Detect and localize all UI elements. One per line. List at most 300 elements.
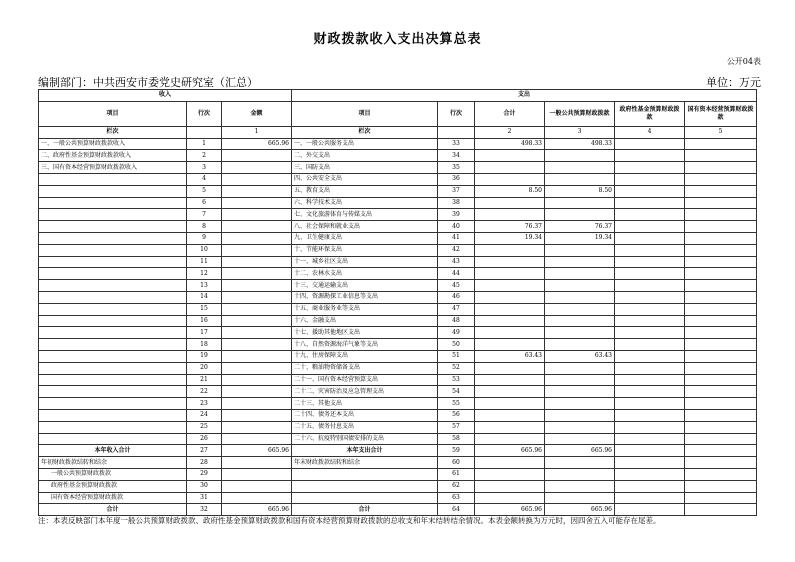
page-title: 财政拨款收入支出决算总表 — [313, 32, 482, 47]
expense-state-capital — [685, 468, 757, 480]
expense-item: 十五、商业服务业等支出 — [292, 303, 438, 315]
income-amount: 665.96 — [222, 445, 292, 457]
expense-line-no: 43 — [438, 256, 475, 268]
table-row — [39, 504, 757, 516]
table-row — [39, 398, 757, 410]
expense-gov-fund — [615, 280, 685, 292]
income-item — [39, 433, 187, 445]
expense-total: 665.96 — [475, 445, 545, 457]
expense-total — [475, 468, 545, 480]
income-amount — [222, 268, 292, 280]
expense-total — [475, 291, 545, 303]
expense-gov-fund — [615, 339, 685, 351]
income-item: 二、政府性基金预算财政拨款收入 — [39, 150, 187, 162]
expense-total: 498.33 — [475, 138, 545, 150]
income-line-no: 1 — [187, 138, 222, 150]
income-amount — [222, 185, 292, 197]
income-line-no: 29 — [187, 468, 222, 480]
expense-general-budget — [545, 209, 615, 221]
expense-gov-fund — [615, 492, 685, 504]
income-line-no: 21 — [187, 374, 222, 386]
income-amount — [222, 209, 292, 221]
expense-general-budget — [545, 173, 615, 185]
income-amount — [222, 468, 292, 480]
expense-line-no: 54 — [438, 386, 475, 398]
income-amount — [222, 457, 292, 469]
income-line-no: 32 — [187, 504, 222, 516]
expense-line-no: 36 — [438, 173, 475, 185]
expense-line-no: 64 — [438, 504, 475, 516]
expense-general-budget — [545, 362, 615, 374]
expense-line-no: 62 — [438, 480, 475, 492]
column-row-label: 栏次 — [292, 126, 438, 138]
expense-line-no: 51 — [438, 350, 475, 362]
expense-line-no: 56 — [438, 409, 475, 421]
expense-total — [475, 433, 545, 445]
table-row — [39, 232, 757, 244]
income-line-no: 5 — [187, 185, 222, 197]
expense-state-capital — [685, 162, 757, 174]
income-item — [39, 327, 187, 339]
expense-total — [475, 386, 545, 398]
expense-general-budget — [545, 162, 615, 174]
expense-state-capital — [685, 315, 757, 327]
table-row — [39, 162, 757, 174]
footnote: 注：本表反映部门本年度一般公共预算财政拨款、政府性基金预算财政拨款和国有资本经营预算财政拨款的总收支和年末结转结余情况。本表金额转换为万元时，因四舍五入可能存在尾差。 — [38, 516, 661, 525]
income-line-no: 7 — [187, 209, 222, 221]
income-amount — [222, 398, 292, 410]
expense-general-budget — [545, 421, 615, 433]
expense-total — [475, 209, 545, 221]
expense-state-capital — [685, 504, 757, 516]
expense-item: 本年支出合计 — [292, 445, 438, 457]
expense-state-capital — [685, 350, 757, 362]
expense-state-capital — [685, 421, 757, 433]
expense-general-budget — [545, 268, 615, 280]
expense-item — [292, 480, 438, 492]
expense-header: 支出 — [292, 90, 757, 102]
expense-line-no: 63 — [438, 492, 475, 504]
state-capital-header: 国有资本经营预算财政拨款 — [685, 101, 757, 126]
expense-gov-fund — [615, 409, 685, 421]
expense-gov-fund — [615, 232, 685, 244]
col-num-4: 4 — [615, 126, 685, 138]
expense-total — [475, 244, 545, 256]
income-line-no: 19 — [187, 350, 222, 362]
expense-line-no: 39 — [438, 209, 475, 221]
table-row — [39, 409, 757, 421]
table-row — [39, 468, 757, 480]
income-item — [39, 173, 187, 185]
income-line-no: 16 — [187, 315, 222, 327]
header-row-sections — [39, 90, 757, 102]
expense-item: 十八、自然资源海洋气象等支出 — [292, 339, 438, 351]
income-amount — [222, 433, 292, 445]
expense-total — [475, 268, 545, 280]
table-row — [39, 362, 757, 374]
expense-general-budget — [545, 150, 615, 162]
expense-item: 合计 — [292, 504, 438, 516]
expense-total — [475, 280, 545, 292]
income-line-no: 30 — [187, 480, 222, 492]
expense-gov-fund — [615, 350, 685, 362]
expense-item: 十一、城乡社区支出 — [292, 256, 438, 268]
income-line-header: 行次 — [187, 101, 222, 126]
expense-item: 十二、农林水支出 — [292, 268, 438, 280]
income-amount — [222, 409, 292, 421]
table-row — [39, 327, 757, 339]
expense-line-no: 61 — [438, 468, 475, 480]
expense-state-capital — [685, 409, 757, 421]
table-row — [39, 421, 757, 433]
expense-state-capital — [685, 492, 757, 504]
income-line-no: 13 — [187, 280, 222, 292]
expense-item: 年末财政拨款结转和结余 — [292, 457, 438, 469]
unit-label: 单位：万元 — [706, 76, 761, 89]
table-row — [39, 185, 757, 197]
col-num-3: 3 — [545, 126, 615, 138]
expense-line-no: 52 — [438, 362, 475, 374]
income-amount — [222, 244, 292, 256]
income-amount — [222, 280, 292, 292]
expense-general-budget — [545, 480, 615, 492]
income-item: 国有资本经营预算财政拨款 — [39, 492, 187, 504]
income-item: 年初财政拨款结转和结余 — [39, 457, 187, 469]
expense-total — [475, 374, 545, 386]
income-line-no: 15 — [187, 303, 222, 315]
expense-gov-fund — [615, 457, 685, 469]
expense-general-budget — [545, 386, 615, 398]
table-row — [39, 445, 757, 457]
general-budget-header: 一般公共预算财政拨款 — [545, 101, 615, 126]
expense-total — [475, 480, 545, 492]
expense-total: 63.43 — [475, 350, 545, 362]
expense-total — [475, 315, 545, 327]
expense-line-no: 46 — [438, 291, 475, 303]
income-line-no: 14 — [187, 291, 222, 303]
income-amount — [222, 303, 292, 315]
income-item: 本年收入合计 — [39, 445, 187, 457]
table-row — [39, 138, 757, 150]
expense-total — [475, 327, 545, 339]
budget-table — [38, 89, 757, 516]
table-row — [39, 315, 757, 327]
expense-state-capital — [685, 173, 757, 185]
income-line-no: 31 — [187, 492, 222, 504]
expense-item: 十、节能环保支出 — [292, 244, 438, 256]
income-line-no: 23 — [187, 398, 222, 410]
column-number-row — [39, 126, 757, 138]
expense-item: 四、公共安全支出 — [292, 173, 438, 185]
expense-general-budget — [545, 468, 615, 480]
income-line-no: 10 — [187, 244, 222, 256]
expense-state-capital — [685, 327, 757, 339]
expense-item: 二十五、债务付息支出 — [292, 421, 438, 433]
expense-item: 二十、粮油物资储备支出 — [292, 362, 438, 374]
expense-line-no: 55 — [438, 398, 475, 410]
expense-state-capital — [685, 362, 757, 374]
table-row — [39, 291, 757, 303]
expense-line-no: 45 — [438, 280, 475, 292]
income-item — [39, 350, 187, 362]
income-item: 政府性基金预算财政拨款 — [39, 480, 187, 492]
gov-fund-header: 政府性基金预算财政拨款 — [615, 101, 685, 126]
expense-state-capital — [685, 138, 757, 150]
table-row — [39, 197, 757, 209]
expense-total — [475, 256, 545, 268]
expense-line-no: 41 — [438, 232, 475, 244]
expense-state-capital — [685, 303, 757, 315]
income-item — [39, 268, 187, 280]
table-row — [39, 480, 757, 492]
expense-state-capital — [685, 386, 757, 398]
income-item — [39, 280, 187, 292]
expense-line-no: 37 — [438, 185, 475, 197]
expense-item: 八、社会保障和就业支出 — [292, 221, 438, 233]
expense-item: 二十三、其他支出 — [292, 398, 438, 410]
table-row — [39, 350, 757, 362]
expense-line-no: 40 — [438, 221, 475, 233]
expense-gov-fund — [615, 303, 685, 315]
income-line-no: 20 — [187, 362, 222, 374]
table-row — [39, 209, 757, 221]
expense-gov-fund — [615, 209, 685, 221]
expense-item: 十三、交通运输支出 — [292, 280, 438, 292]
table-row — [39, 173, 757, 185]
expense-item: 九、卫生健康支出 — [292, 232, 438, 244]
income-line-no: 3 — [187, 162, 222, 174]
expense-total: 19.34 — [475, 232, 545, 244]
income-line-no: 8 — [187, 221, 222, 233]
table-row — [39, 256, 757, 268]
expense-item — [292, 492, 438, 504]
expense-state-capital — [685, 232, 757, 244]
income-item — [39, 303, 187, 315]
table-row — [39, 492, 757, 504]
expense-gov-fund — [615, 421, 685, 433]
table-row — [39, 303, 757, 315]
expense-total — [475, 398, 545, 410]
expense-general-budget: 76.37 — [545, 221, 615, 233]
expense-total — [475, 362, 545, 374]
income-item — [39, 315, 187, 327]
table-row — [39, 339, 757, 351]
income-amount — [222, 374, 292, 386]
expense-gov-fund — [615, 362, 685, 374]
expense-gov-fund — [615, 445, 685, 457]
expense-general-budget: 63.43 — [545, 350, 615, 362]
expense-general-budget — [545, 433, 615, 445]
income-item — [39, 197, 187, 209]
expense-gov-fund — [615, 173, 685, 185]
expense-state-capital — [685, 150, 757, 162]
expense-total: 665.96 — [475, 504, 545, 516]
expense-item: 二十一、国有资本经营预算支出 — [292, 374, 438, 386]
expense-total — [475, 339, 545, 351]
expense-general-budget: 19.34 — [545, 232, 615, 244]
expense-gov-fund — [615, 162, 685, 174]
expense-total — [475, 457, 545, 469]
expense-state-capital — [685, 185, 757, 197]
expense-state-capital — [685, 433, 757, 445]
expense-state-capital — [685, 280, 757, 292]
expense-item: 二十四、债务还本支出 — [292, 409, 438, 421]
expense-line-no: 33 — [438, 138, 475, 150]
income-amount-header: 金额 — [222, 101, 292, 126]
column-row-label: 栏次 — [39, 126, 187, 138]
expense-item: 二、外交支出 — [292, 150, 438, 162]
expense-total — [475, 303, 545, 315]
expense-state-capital — [685, 457, 757, 469]
expense-general-budget — [545, 244, 615, 256]
expense-gov-fund — [615, 185, 685, 197]
income-amount — [222, 162, 292, 174]
expense-general-budget — [545, 374, 615, 386]
income-amount — [222, 327, 292, 339]
expense-total — [475, 421, 545, 433]
expense-total — [475, 173, 545, 185]
expense-line-no: 34 — [438, 150, 475, 162]
department-label: 编制部门：中共西安市委党史研究室（汇总） — [38, 76, 258, 89]
expense-item: 二十六、抗疫特别国债安排的支出 — [292, 433, 438, 445]
income-amount: 665.96 — [222, 504, 292, 516]
income-item — [39, 185, 187, 197]
expense-item: 十四、资源勘探工业信息等支出 — [292, 291, 438, 303]
income-item — [39, 256, 187, 268]
income-item — [39, 398, 187, 410]
income-line-no: 2 — [187, 150, 222, 162]
expense-total — [475, 409, 545, 421]
expense-item: 十六、金融支出 — [292, 315, 438, 327]
expense-gov-fund — [615, 433, 685, 445]
expense-line-no: 49 — [438, 327, 475, 339]
expense-item: 六、科学技术支出 — [292, 197, 438, 209]
income-item: 合计 — [39, 504, 187, 516]
expense-gov-fund — [615, 256, 685, 268]
col-num-1: 1 — [222, 126, 292, 138]
expense-general-budget — [545, 197, 615, 209]
col-num-5: 5 — [685, 126, 757, 138]
expense-line-no: 53 — [438, 374, 475, 386]
expense-item: 二十二、灾害防治及应急管理支出 — [292, 386, 438, 398]
expense-total: 76.37 — [475, 221, 545, 233]
expense-gov-fund — [615, 468, 685, 480]
expense-general-budget — [545, 339, 615, 351]
expense-gov-fund — [615, 197, 685, 209]
table-row — [39, 150, 757, 162]
expense-line-no: 50 — [438, 339, 475, 351]
income-amount — [222, 221, 292, 233]
expense-state-capital — [685, 209, 757, 221]
income-line-no: 4 — [187, 173, 222, 185]
expense-line-no: 47 — [438, 303, 475, 315]
income-amount — [222, 339, 292, 351]
expense-general-budget — [545, 256, 615, 268]
expense-total — [475, 150, 545, 162]
expense-state-capital — [685, 374, 757, 386]
expense-gov-fund — [615, 398, 685, 410]
expense-state-capital — [685, 268, 757, 280]
income-amount — [222, 232, 292, 244]
expense-general-budget — [545, 409, 615, 421]
income-item: 一、一般公共预算财政拨款收入 — [39, 138, 187, 150]
income-line-no: 6 — [187, 197, 222, 209]
income-line-no: 27 — [187, 445, 222, 457]
income-amount — [222, 173, 292, 185]
expense-item: 五、教育支出 — [292, 185, 438, 197]
expense-state-capital — [685, 398, 757, 410]
income-item — [39, 339, 187, 351]
expense-state-capital — [685, 244, 757, 256]
expense-item-header: 项目 — [292, 101, 438, 126]
income-item — [39, 221, 187, 233]
income-item — [39, 386, 187, 398]
table-row — [39, 374, 757, 386]
income-line-no: 28 — [187, 457, 222, 469]
expense-state-capital — [685, 339, 757, 351]
table-row — [39, 280, 757, 292]
table-row — [39, 268, 757, 280]
expense-general-budget: 8.50 — [545, 185, 615, 197]
expense-state-capital — [685, 197, 757, 209]
income-item — [39, 409, 187, 421]
income-item: 三、国有资本经营预算财政拨款收入 — [39, 162, 187, 174]
expense-general-budget — [545, 315, 615, 327]
table-row — [39, 457, 757, 469]
expense-general-budget — [545, 398, 615, 410]
income-amount — [222, 197, 292, 209]
income-item — [39, 244, 187, 256]
income-line-no: 12 — [187, 268, 222, 280]
income-item — [39, 362, 187, 374]
income-amount — [222, 150, 292, 162]
expense-gov-fund — [615, 315, 685, 327]
expense-total — [475, 162, 545, 174]
income-item: 一般公共预算财政拨款 — [39, 468, 187, 480]
expense-general-budget — [545, 457, 615, 469]
expense-line-no: 42 — [438, 244, 475, 256]
expense-total: 8.50 — [475, 185, 545, 197]
expense-line-no: 48 — [438, 315, 475, 327]
income-item-header: 项目 — [39, 101, 187, 126]
income-line-no: 18 — [187, 339, 222, 351]
table-row — [39, 386, 757, 398]
header-row-columns — [39, 101, 757, 126]
expense-gov-fund — [615, 291, 685, 303]
expense-total — [475, 492, 545, 504]
expense-line-no: 57 — [438, 421, 475, 433]
expense-general-budget — [545, 327, 615, 339]
expense-general-budget — [545, 492, 615, 504]
income-item — [39, 232, 187, 244]
expense-line-no: 58 — [438, 433, 475, 445]
expense-gov-fund — [615, 386, 685, 398]
income-header: 收入 — [39, 90, 292, 102]
expense-general-budget: 665.96 — [545, 445, 615, 457]
expense-line-header: 行次 — [438, 101, 475, 126]
income-item — [39, 209, 187, 221]
expense-state-capital — [685, 291, 757, 303]
expense-total — [475, 197, 545, 209]
income-amount — [222, 421, 292, 433]
expense-gov-fund — [615, 221, 685, 233]
expense-item — [292, 468, 438, 480]
income-item — [39, 374, 187, 386]
income-line-no: 22 — [187, 386, 222, 398]
income-line-no: 9 — [187, 232, 222, 244]
expense-gov-fund — [615, 480, 685, 492]
income-amount — [222, 315, 292, 327]
